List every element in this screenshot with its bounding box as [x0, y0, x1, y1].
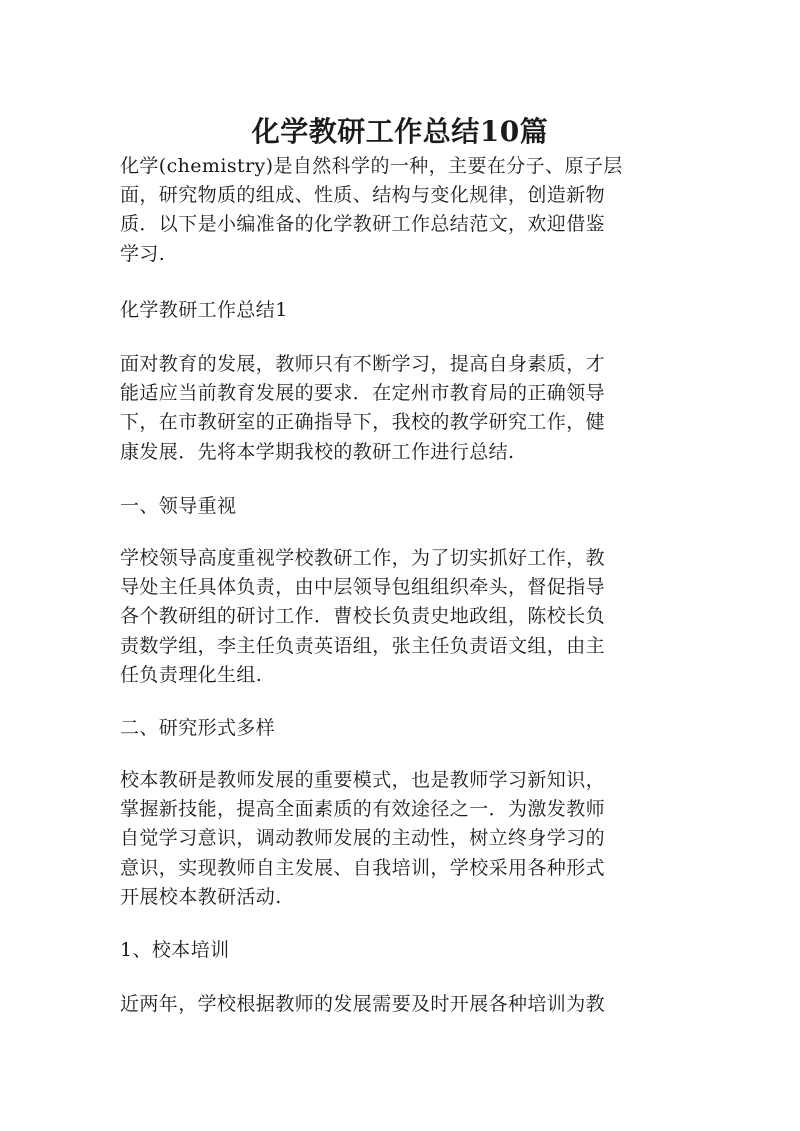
intro-line: 面，研究物质的组成、性质、结构与变化规律，创造新物	[120, 184, 606, 207]
paragraph-line: 开展校本教研活动.	[120, 885, 282, 908]
paragraph-line: 面对教育的发展，教师只有不断学习，提高自身素质，才	[120, 353, 606, 375]
paragraph-line: 任负责理化生组.	[120, 663, 263, 686]
heading-research-forms	[120, 714, 680, 743]
paragraph-line: 掌握新技能，提高全面素质的有效途径之一．为激发教师	[120, 798, 606, 821]
paragraph-4	[120, 990, 680, 1019]
document-title: 化学教研工作总结10篇	[251, 115, 549, 148]
intro-paragraph	[120, 152, 680, 269]
paragraph-3	[120, 766, 680, 912]
paragraph-line: 各个教研组的研讨工作．曹校长负责史地政组，陈校长负	[120, 605, 606, 628]
paragraph-line: 自觉学习意识，调动教师发展的主动性，树立终身学习的	[120, 827, 606, 850]
intro-line: 质．以下是小编准备的化学教研工作总结范文，欢迎借鉴	[120, 213, 606, 236]
heading-leadership-text: 一、领导重视	[120, 495, 237, 517]
paragraph-line: 能适应当前教育发展的要求．在定州市教育局的正确领导	[120, 382, 606, 405]
paragraph-2	[120, 544, 680, 690]
paragraph-line: 导处主任具体负责，由中层领导包组组织牵头，督促指导	[120, 576, 606, 599]
paragraph-1	[120, 350, 680, 467]
paragraph-line: 意识，实现教师自主发展、自我培训，学校采用各种形式	[120, 856, 606, 879]
intro-line: 学习.	[120, 242, 166, 265]
paragraph-line: 下，在市教研室的正确指导下，我校的教学研究工作，健	[120, 411, 606, 434]
intro-line: 化学(chemistry)是自然科学的一种，主要在分子、原子层	[120, 155, 623, 177]
heading-research-forms-text: 二、研究形式多样	[120, 717, 276, 739]
section-heading	[120, 296, 680, 325]
paragraph-line: 学校领导高度重视学校教研工作，为了切实抓好工作，教	[120, 547, 606, 569]
paragraph-line: 近两年，学校根据教师的发展需要及时开展各种培训为教	[120, 993, 606, 1015]
subheading-school-training-text: 1、校本培训	[120, 939, 230, 961]
paragraph-line: 责数学组，李主任负责英语组，张主任负责语文组，由主	[120, 634, 606, 657]
section-heading-text: 化学教研工作总结1	[120, 299, 288, 321]
paragraph-line: 康发展．先将本学期我校的教研工作进行总结.	[120, 440, 515, 463]
heading-leadership	[120, 492, 680, 521]
paragraph-line: 校本教研是教师发展的重要模式，也是教师学习新知识，	[120, 769, 606, 791]
subheading-school-training	[120, 936, 680, 965]
